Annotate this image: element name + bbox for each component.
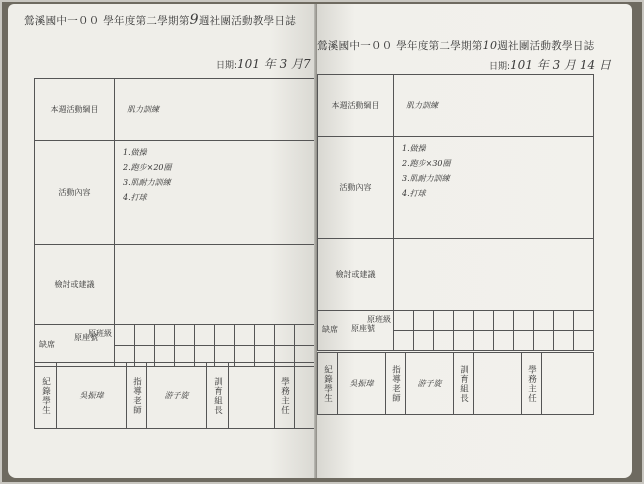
recorder-signature: 吳振瑋 [57,363,127,429]
chief-signature [542,353,594,415]
absent-slot [454,311,474,331]
absent-slot [235,325,255,346]
absent-slot [534,331,554,351]
absent-slot [474,311,494,331]
seat-label: 原座號 [351,324,375,333]
chief-label: 學務主任 [526,364,537,403]
date-label: 日期: [489,62,511,72]
seat-label: 原座號 [74,333,98,342]
content-label: 活動內容 [318,137,394,239]
right-date [489,56,611,73]
title-prefix: 鶯溪國中一００ 學年度第二學期第 [24,15,190,27]
absent-label: 缺席 [322,325,338,334]
review-label: 檢討或建議 [318,239,394,311]
teacher-label-cell [386,353,406,415]
activity-item: 2.跑步×20圈 [123,163,172,172]
absent-slot [454,331,474,351]
left-signature-table [34,362,315,429]
director-label: 訓育組長 [212,376,223,415]
class-label: 原班級 [88,329,112,338]
date-value: 101 年 3 月7 [237,57,311,71]
recorder-label-cell [35,363,57,429]
absent-slot [414,331,434,351]
review-value [115,245,315,325]
title-prefix: 鶯溪國中一００ 學年度第二學期第 [317,40,483,52]
left-page [8,4,317,478]
absent-slot [115,325,135,346]
absent-slot [494,311,514,331]
absent-slot [195,325,215,346]
absent-slot [155,325,175,346]
week-number: 9 [189,12,199,28]
absent-slot [574,311,594,331]
absent-slot [434,331,454,351]
teacher-signature: 游子旋 [147,363,207,429]
absent-slot [255,325,275,346]
review-value [394,239,594,311]
goal-value: 肌力訓練 [394,75,594,137]
absent-slot [175,325,195,346]
class-label: 原班級 [367,315,391,324]
right-log-title [317,38,594,53]
absent-slot [494,331,514,351]
absent-slot [215,325,235,346]
left-log-title [24,12,296,28]
activity-item: 3.肌耐力訓練 [402,174,450,183]
director-signature [474,353,522,415]
absent-slot [514,331,534,351]
activity-list [394,137,594,239]
goal-value: 肌力訓練 [115,79,315,141]
recorder-label-cell [318,353,338,415]
absent-slot [574,331,594,351]
goal-label: 本週活動綱目 [318,75,394,137]
absent-label: 缺席 [39,340,55,349]
date-label: 日期: [216,61,238,71]
activity-item: 3.肌耐力訓練 [123,178,171,187]
activity-item: 4.打球 [123,193,147,202]
review-label: 檢討或建議 [35,245,115,325]
absent-slot [295,325,315,346]
absent-slot [554,331,574,351]
activity-list [115,141,315,245]
content-label: 活動內容 [35,141,115,245]
left-log-table [34,78,315,367]
activity-item: 1.做操 [402,144,426,153]
chief-label: 學務主任 [279,376,290,415]
activity-item: 4.打球 [402,189,426,198]
director-label-cell [454,353,474,415]
chief-label-cell [522,353,542,415]
chief-signature [295,363,315,429]
date-value: 101 年 3 月 14 日 [510,58,611,72]
recorder-label: 紀錄學生 [40,376,51,415]
absent-slot [474,331,494,351]
activity-item: 1.做操 [123,148,147,157]
title-suffix: 週社團活動教學日誌 [497,40,595,52]
right-signature-table [317,352,594,415]
activity-item: 2.跑步×30圈 [402,159,451,168]
absent-slot [394,331,414,351]
teacher-label: 指導老師 [131,376,142,415]
recorder-label: 紀錄學生 [322,364,333,403]
director-signature [229,363,275,429]
absent-slot [434,311,454,331]
recorder-signature: 吳振瑋 [338,353,386,415]
absent-slot [554,311,574,331]
teacher-signature: 游子旋 [406,353,454,415]
absent-slot [135,325,155,346]
right-page [317,4,632,478]
director-label-cell [207,363,229,429]
absent-slot [275,325,295,346]
teacher-label: 指導老師 [390,364,401,403]
goal-label: 本週活動綱目 [35,79,115,141]
absent-slot [534,311,554,331]
absent-cell [35,325,115,367]
teacher-label-cell [127,363,147,429]
left-date [216,55,311,72]
title-suffix: 週社團活動教學日誌 [198,15,297,27]
chief-label-cell [275,363,295,429]
right-log-table [317,74,594,351]
director-label: 訓育組長 [458,364,469,403]
absent-slot [414,311,434,331]
absent-slot [514,311,534,331]
week-number: 10 [482,39,498,52]
absent-slot [394,311,414,331]
